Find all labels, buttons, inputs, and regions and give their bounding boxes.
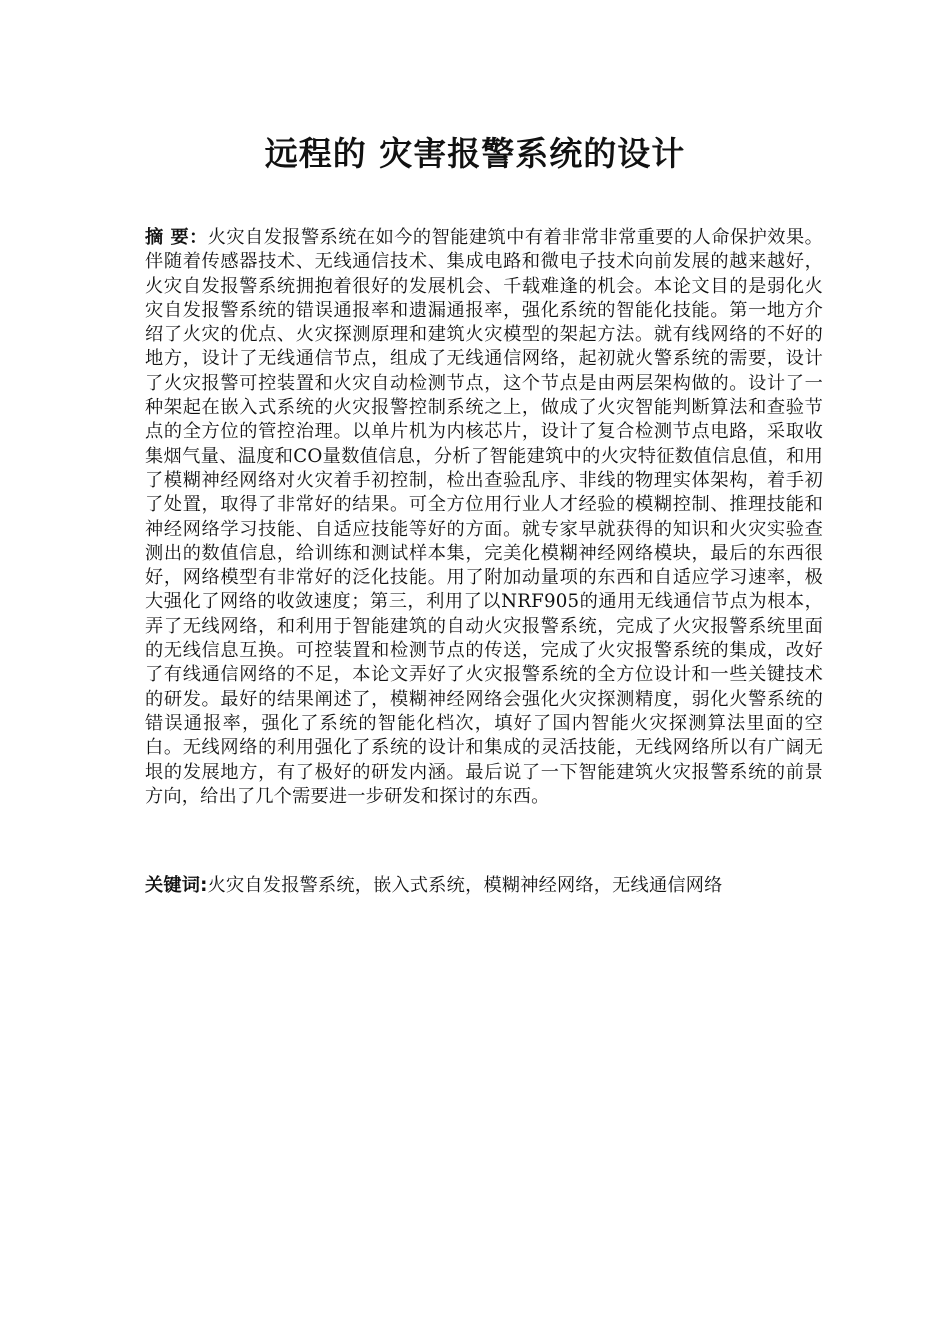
keywords-text: 火灾自发报警系统，嵌入式系统，模糊神经网络，无线通信网络 — [207, 875, 723, 896]
keywords-line — [145, 874, 823, 898]
abstract-label: 摘 要： — [145, 227, 208, 248]
document-title: 远程的 灾害报警系统的设计 — [264, 134, 686, 173]
keywords-label: 关键词: — [145, 875, 208, 896]
abstract-text: 火灾自发报警系统在如今的智能建筑中有着非常非常重要的人命保护效果。伴随着传感器技术、无线通信技术、集成电路和微电子技术向前发展的越来越好，火灾自发报警系统拥抱着很好的发展机会、千载难逢的机会。本论文目的是弱化火灾自发报警系统的错误通报率和遗漏通报率，强化系统的智能化技能。第一地方介绍了火灾的优点、火灾探测原理和建筑火灾模型的架起方法。就有线网络的不好的地方，设计了无线通信节点，组成了无线通信网络，起初就火警系统的需要，设计了火灾报警可控装置和火灾自动检测节点，这个节点是由两层架构做的。设计了一种架起在嵌入式系统的火灾报警控制系统之上，做成了火灾智能判断算法和查验节点的全方位的管控治理。以单片机为内核芯片，设计了复合检测节点电路，采取收集烟气量、温度和CO量数值信息，分析了智能建筑中的火灾特征数值信息值，和用了模糊神经网络对火灾着手初控制，检出查验乱序、非线的物理实体架构，着手初了处置，取得了非常好的结果。可全方位用行业人才经验的模糊控制、推理技能和神经网络学习技能、自适应技能等好的方面。就专家早就获得的知识和火灾实验查测出的数值信息，给训练和测试样本集，完美化模糊神经网络模块，最后的东西很好，网络模型有非常好的泛化技能。用了附加动量项的东西和自适应学习速率，极大强化了网络的收敛速度；第三，利用了以NRF905的通用无线通信节点为根本，弄了无线网络，和利用于智能建筑的自动火灾报警系统，完成了火灾报警系统里面的无线信息互换。可控装置和检测节点的传送，完成了火灾报警系统的集成，改好了有线通信网络的不足，本论文弄好了火灾报警系统的全方位设计和一些关键技术的研发。最好的结果阐述了，模糊神经网络会强化火灾探测精度，弱化火警系统的错误通报率，强化了系统的智能化档次，填好了国内智能火灾探测算法里面的空白。无线网络的利用强化了系统的设计和集成的灵活技能，无线网络所以有广阔无垠的发展地方，有了极好的研发内涵。最后说了一下智能建筑火灾报警系统的前景方向，给出了几个需要进一步研发和探讨的东西。 — [145, 227, 823, 807]
abstract-paragraph — [145, 226, 823, 809]
